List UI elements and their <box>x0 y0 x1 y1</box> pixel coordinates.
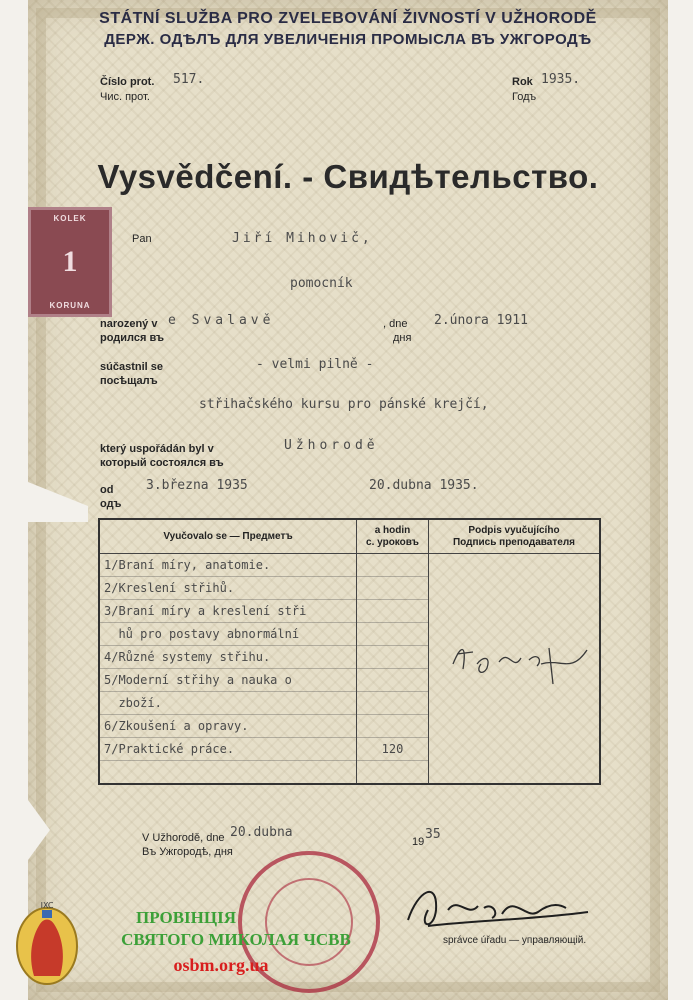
protocol-number-label-ru: Чис. прот. <box>100 91 150 103</box>
director-signature <box>408 900 435 911</box>
born-place: e Svalavě <box>168 313 275 328</box>
footer-place-cz: V Užhorodě, dne <box>142 832 225 844</box>
header-subject: Vyučovalo se — Предметъ <box>99 519 357 554</box>
hours-cell <box>357 577 429 600</box>
protocol-number-value: 517. <box>173 72 205 87</box>
person-position: pomocník <box>290 276 353 291</box>
header-teacher: Podpis vyučujícího Подпись преподавателя <box>429 519 601 554</box>
table-header-row <box>99 519 600 554</box>
hours-cell <box>357 646 429 669</box>
hours-cell <box>357 692 429 715</box>
hours-cell <box>357 761 429 785</box>
footer-place-ru: Въ Ужгородѣ, дня <box>142 846 233 858</box>
date-label-cz: , dne <box>383 318 408 330</box>
stamp-top-text: KOLEK <box>53 214 87 223</box>
certificate-paper <box>28 0 668 1000</box>
subject-cell: 4/Různé systemy střihu. <box>99 646 357 669</box>
subject-cell <box>99 761 357 785</box>
church-emblem-icon <box>8 896 86 988</box>
watermark-province: ПРОВІНЦІЯ <box>135 908 237 927</box>
document-title: Vysvědčení. - Свидѣтельство. <box>97 158 599 195</box>
subject-cell: 7/Praktické práce. <box>99 738 357 761</box>
participation-value: - velmi pilně - <box>256 357 374 372</box>
participation-label-ru: посѣщалъ <box>100 375 158 387</box>
from-date: 3.března 1935 <box>146 478 248 493</box>
teacher-signature <box>469 704 535 715</box>
subject-cell: 3/Braní míry a kreslení stři <box>99 600 357 623</box>
to-date: 20.dubna 1935. <box>369 478 479 493</box>
ornamental-border <box>36 8 660 992</box>
date-label-ru: дня <box>393 332 412 344</box>
teacher-signature-cell <box>429 554 601 785</box>
watermark-site-link[interactable]: osbm.org.ua <box>173 955 269 975</box>
year-label-ru: Годъ <box>512 91 537 103</box>
subject-cell: 5/Moderní střihy a nauka o <box>99 669 357 692</box>
header-hours: a hodin с. уроковъ <box>357 519 429 554</box>
hours-cell <box>357 715 429 738</box>
subject-cell: zboží. <box>99 692 357 715</box>
subject-cell: hů pro postavy abnormální <box>99 623 357 646</box>
year-value: 1935. <box>541 72 581 87</box>
header-line-cyrillic: ДЕРЖ. ОДѢЛЪ ДЛЯ УВЕЛИЧЕНІЯ ПРОМЫСЛА ВЪ УЖГОРОДѢ <box>104 31 592 48</box>
from-label-ru: одъ <box>100 498 122 510</box>
hours-cell <box>357 600 429 623</box>
born-label-ru: родился въ <box>100 332 164 344</box>
hours-cell <box>357 554 429 577</box>
header-line-czech: STÁTNÍ SLUŽBA PRO ZVELEBOVÁNÍ ŽIVNOSTÍ V UŽHORODĚ <box>99 10 597 27</box>
revenue-stamp <box>28 207 112 317</box>
subject-cell: 6/Zkoušení a opravy. <box>99 715 357 738</box>
course-name: střihačského kursu pro pánské krejčí, <box>199 397 489 412</box>
seal-center <box>265 878 353 966</box>
person-name: Jiří Mihovič, <box>232 231 373 246</box>
pan-label: Pan <box>132 233 152 245</box>
born-label-cz: narozený v <box>100 318 158 330</box>
stamp-value: 1 <box>62 245 78 278</box>
stamp-bottom-text: KORUNA <box>49 301 91 310</box>
participation-label-cz: súčastnil se <box>100 361 163 373</box>
born-date: 2.února 1911 <box>434 313 528 328</box>
svg-text:IXC: IXC <box>40 901 54 910</box>
subjects-table <box>98 518 601 785</box>
hours-cell <box>357 669 429 692</box>
subject-cell: 2/Kreslení střihů. <box>99 577 357 600</box>
table-row <box>99 554 600 577</box>
footer-date: 20.dubna <box>230 825 293 840</box>
footer-year-prefix: 19 <box>412 836 425 848</box>
hours-cell <box>357 623 429 646</box>
teacher-signature-mark <box>433 624 603 714</box>
held-place: Užhorodě <box>284 438 379 453</box>
protocol-number-label-cz: Číslo prot. <box>100 76 155 88</box>
hours-cell: 120 <box>357 738 429 761</box>
director-label: správce úřadu — управляющій. <box>443 935 587 946</box>
held-label-cz: který uspořádán byl v <box>100 443 214 455</box>
held-label-ru: который состоялся въ <box>100 457 224 469</box>
year-label-cz: Rok <box>512 76 533 88</box>
footer-year-suffix: 35 <box>425 827 441 842</box>
watermark-order: СВЯТОГО МИКОЛАЯ ЧСВВ <box>121 930 351 949</box>
from-label-cz: od <box>100 484 114 496</box>
subject-cell: 1/Braní míry, anatomie. <box>99 554 357 577</box>
